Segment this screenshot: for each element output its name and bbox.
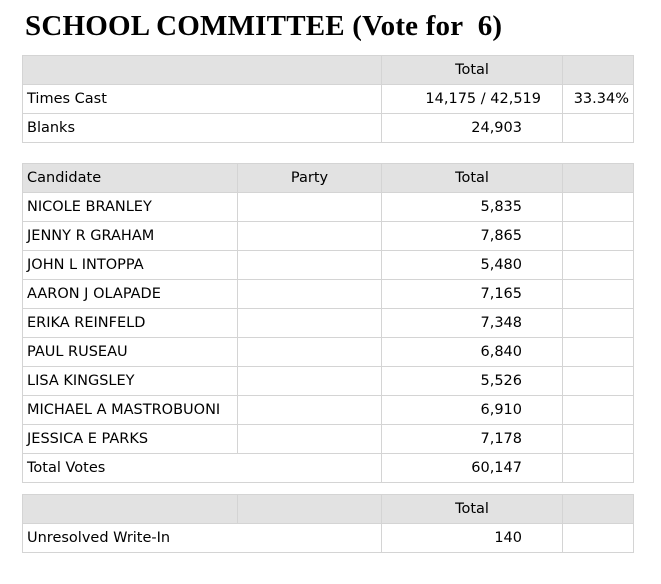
table-row	[23, 251, 634, 280]
candidate-party	[238, 396, 382, 425]
blank-cell	[563, 454, 634, 483]
candidate-total: 5,835	[382, 193, 563, 222]
write-in-value: 140	[382, 524, 563, 553]
summary-header-blank	[23, 56, 382, 85]
candidate-total: 7,348	[382, 309, 563, 338]
table-row	[23, 396, 634, 425]
total-column-header: Total	[382, 164, 563, 193]
blank-cell	[563, 280, 634, 309]
summary-header-blank-2	[563, 56, 634, 85]
candidate-name: JOHN L INTOPPA	[23, 251, 238, 280]
write-in-header-row	[23, 495, 634, 524]
blank-cell	[563, 222, 634, 251]
blank-cell	[563, 338, 634, 367]
candidate-total: 5,526	[382, 367, 563, 396]
table-row	[23, 367, 634, 396]
candidates-table	[22, 163, 634, 483]
blank-cell	[563, 367, 634, 396]
candidate-name: AARON J OLAPADE	[23, 280, 238, 309]
candidate-party	[238, 367, 382, 396]
write-in-header-blank	[23, 495, 238, 524]
candidate-total: 5,480	[382, 251, 563, 280]
write-in-header-blank-3	[563, 495, 634, 524]
times-cast-percent: 33.34%	[563, 85, 634, 114]
summary-header-row	[23, 56, 634, 85]
candidate-party	[238, 193, 382, 222]
candidate-party	[238, 309, 382, 338]
candidate-total: 7,178	[382, 425, 563, 454]
blanks-label: Blanks	[23, 114, 382, 143]
write-in-row	[23, 524, 634, 553]
candidate-party	[238, 280, 382, 309]
candidate-name: ERIKA REINFELD	[23, 309, 238, 338]
party-column-header: Party	[238, 164, 382, 193]
candidate-name: PAUL RUSEAU	[23, 338, 238, 367]
summary-total-header: Total	[382, 56, 563, 85]
blanks-percent-cell	[563, 114, 634, 143]
table-row	[23, 338, 634, 367]
table-row	[23, 193, 634, 222]
table-row	[23, 425, 634, 454]
blank-cell	[563, 425, 634, 454]
candidate-total: 7,865	[382, 222, 563, 251]
candidate-party	[238, 222, 382, 251]
write-in-header-blank-2	[238, 495, 382, 524]
times-cast-value: 14,175 / 42,519	[382, 85, 563, 114]
blank-cell	[563, 309, 634, 338]
page-title: SCHOOL COMMITTEE (Vote for 6)	[25, 10, 503, 42]
blank-cell	[563, 524, 634, 553]
candidate-name: MICHAEL A MASTROBUONI	[23, 396, 238, 425]
candidate-total: 6,910	[382, 396, 563, 425]
candidate-name: JENNY R GRAHAM	[23, 222, 238, 251]
blank-cell	[563, 396, 634, 425]
table-row	[23, 280, 634, 309]
blanks-row	[23, 114, 634, 143]
candidate-party	[238, 251, 382, 280]
write-in-label: Unresolved Write-In	[23, 524, 382, 553]
candidates-header-row	[23, 164, 634, 193]
times-cast-label: Times Cast	[23, 85, 382, 114]
candidate-total: 6,840	[382, 338, 563, 367]
blank-cell	[563, 193, 634, 222]
blanks-value: 24,903	[382, 114, 563, 143]
total-votes-label: Total Votes	[23, 454, 382, 483]
summary-table	[22, 55, 634, 143]
total-votes-row	[23, 454, 634, 483]
table-row	[23, 309, 634, 338]
candidate-name: LISA KINGSLEY	[23, 367, 238, 396]
candidate-column-header: Candidate	[23, 164, 238, 193]
table-row	[23, 222, 634, 251]
total-votes-value: 60,147	[382, 454, 563, 483]
candidate-party	[238, 338, 382, 367]
candidate-name: JESSICA E PARKS	[23, 425, 238, 454]
write-in-table	[22, 494, 634, 553]
header-blank-cell	[563, 164, 634, 193]
blank-cell	[563, 251, 634, 280]
write-in-total-header: Total	[382, 495, 563, 524]
times-cast-row	[23, 85, 634, 114]
candidate-name: NICOLE BRANLEY	[23, 193, 238, 222]
candidate-party	[238, 425, 382, 454]
candidate-total: 7,165	[382, 280, 563, 309]
